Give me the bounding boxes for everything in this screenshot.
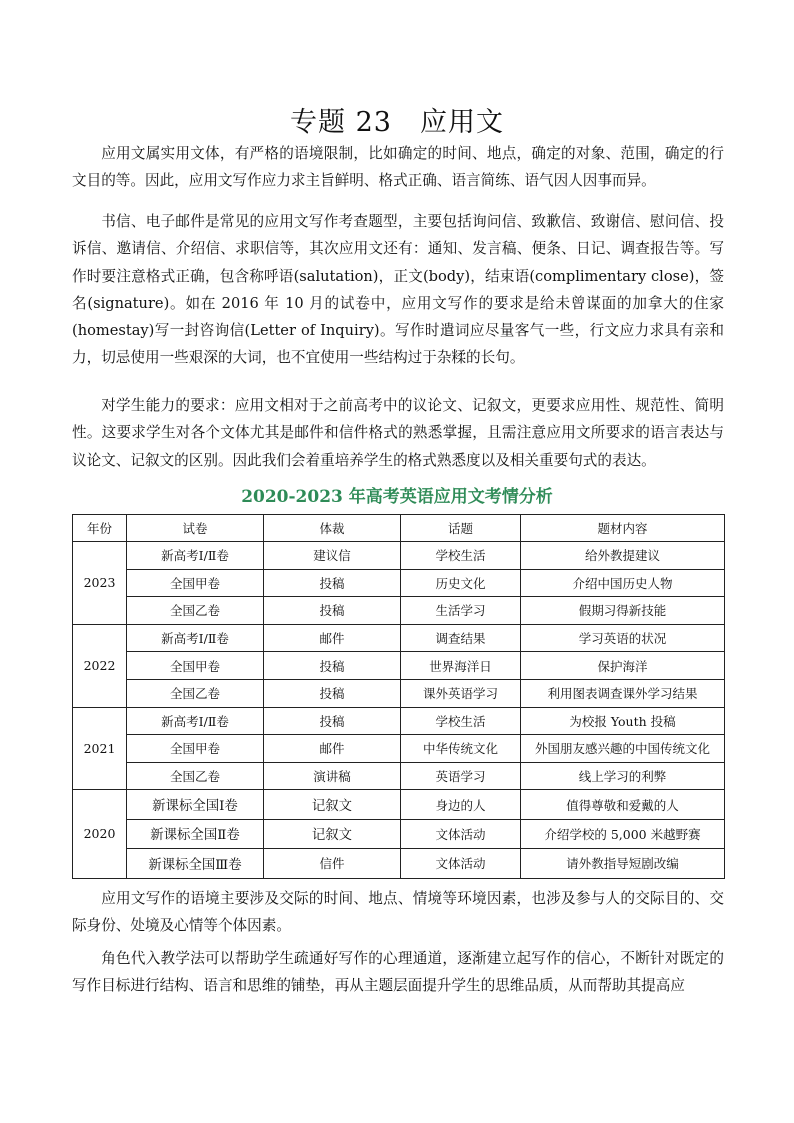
topic-cell: 世界海洋日 [401,652,521,680]
exam-analysis-table [72,514,725,879]
table-row [73,542,725,570]
paper-cell: 新课标全国Ⅲ卷 [127,849,264,878]
genre-cell: 投稿 [264,707,401,735]
paper-cell: 全国乙卷 [127,762,264,790]
content-cell: 保护海洋 [521,652,725,680]
topic-cell: 生活学习 [401,597,521,625]
year-cell: 2021 [73,707,127,790]
content-cell: 介绍学校的 5,000 米越野赛 [521,819,725,848]
role-teaching-paragraph: 角色代入教学法可以帮助学生疏通好写作的心理通道，逐渐建立起写作的信心，不断针对既定的写作目标进行结构、语言和思维的铺垫，再从主题层面提升学生的思维品质，从而帮助其提高应 [72,950,724,995]
table-row [73,652,725,680]
topic-cell: 身边的人 [401,790,521,819]
table-row [73,790,725,819]
topic-cell: 英语学习 [401,762,521,790]
table-header-row [73,515,725,542]
table-row [73,624,725,652]
header-year: 年份 [73,515,127,542]
genre-cell: 记叙文 [264,819,401,848]
content-cell: 值得尊敬和爱戴的人 [521,790,725,819]
genre-cell: 邮件 [264,624,401,652]
table-title: 2020-2023 年高考英语应用文考情分析 [241,487,553,507]
page-title: 专题 23 应用文 [290,107,504,138]
content-cell: 假期习得新技能 [521,597,725,625]
topic-cell: 文体活动 [401,819,521,848]
student-requirements-paragraph: 对学生能力的要求：应用文相对于之前高考中的议论文、记叙文，更要求应用性、规范性、简明性。这要求学生对各个文体尤其是邮件和信件格式的熟悉掌握，且需注意应用文所要求的语言表达与议论文、记叙文的区别。因此我们会着重培养学生的格式熟悉度以及相关重要句式的表达。 [72,397,724,469]
year-cell: 2023 [73,542,127,625]
content-cell: 外国朋友感兴趣的中国传统文化 [521,735,725,763]
context-paragraph: 应用文写作的语境主要涉及交际的时间、地点、情境等环境因素，也涉及参与人的交际目的、交际身份、处境及心情等个体因素。 [72,890,724,935]
paper-cell: 新课标全国Ⅰ卷 [127,790,264,819]
content-cell: 学习英语的状况 [521,624,725,652]
genre-cell: 投稿 [264,652,401,680]
header-genre: 体裁 [264,515,401,542]
paper-cell: 新高考Ⅰ/Ⅱ卷 [127,542,264,570]
table-row [73,679,725,707]
genre-cell: 信件 [264,849,401,878]
topic-cell: 调查结果 [401,624,521,652]
table-row [73,819,725,848]
genre-cell: 记叙文 [264,790,401,819]
paper-cell: 新高考Ⅰ/Ⅱ卷 [127,624,264,652]
header-paper: 试卷 [127,515,264,542]
content-cell: 线上学习的利弊 [521,762,725,790]
paper-cell: 全国甲卷 [127,652,264,680]
topic-cell: 学校生活 [401,707,521,735]
topic-cell: 中华传统文化 [401,735,521,763]
content-cell: 利用图表调查课外学习结果 [521,679,725,707]
header-content: 题材内容 [521,515,725,542]
content-cell: 为校报 Youth 投稿 [521,707,725,735]
topic-cell: 历史文化 [401,569,521,597]
table-row [73,735,725,763]
genre-cell: 建议信 [264,542,401,570]
paper-cell: 全国乙卷 [127,679,264,707]
paper-cell: 全国甲卷 [127,735,264,763]
genre-cell: 演讲稿 [264,762,401,790]
letter-types-paragraph: 书信、电子邮件是常见的应用文写作考查题型，主要包括询问信、致歉信、致谢信、慰问信、投诉信、邀请信、介绍信、求职信等，其次应用文还有：通知、发言稿、便条、日记、调查报告等。写作时要注意格式正确，包含称呼语(salutation)，正文(body)，结束语(complimentary close)，签名(signature)。如在 2016 年 10 月的试卷中，应用文写作的要求是给未曾谋面的加拿大的住家(homestay)写一封咨询信(Letter of Inquiry)。写作时遣词应尽量客气一些，行文应力求具有亲和力，切忌使用一些艰深的大词，也不宜使用一些结构过于杂糅的长句。 [72,213,724,367]
genre-cell: 投稿 [264,569,401,597]
year-cell: 2022 [73,624,127,707]
table-row [73,707,725,735]
paper-cell: 全国乙卷 [127,597,264,625]
topic-cell: 课外英语学习 [401,679,521,707]
topic-cell: 学校生活 [401,542,521,570]
intro-paragraph: 应用文属实用文体，有严格的语境限制，比如确定的时间、地点，确定的对象、范围，确定的行文目的等。因此，应用文写作应力求主旨鲜明、格式正确、语言简练、语气因人因事而异。 [72,145,724,190]
paper-cell: 新课标全国Ⅱ卷 [127,819,264,848]
table-row [73,762,725,790]
year-cell: 2020 [73,790,127,878]
content-cell: 给外教提建议 [521,542,725,570]
table-row [73,849,725,878]
genre-cell: 投稿 [264,597,401,625]
topic-cell: 文体活动 [401,849,521,878]
header-topic: 话题 [401,515,521,542]
table-row [73,569,725,597]
content-cell: 介绍中国历史人物 [521,569,725,597]
table-row [73,597,725,625]
content-cell: 请外教指导短剧改编 [521,849,725,878]
paper-cell: 全国甲卷 [127,569,264,597]
genre-cell: 投稿 [264,679,401,707]
paper-cell: 新高考Ⅰ/Ⅱ卷 [127,707,264,735]
genre-cell: 邮件 [264,735,401,763]
